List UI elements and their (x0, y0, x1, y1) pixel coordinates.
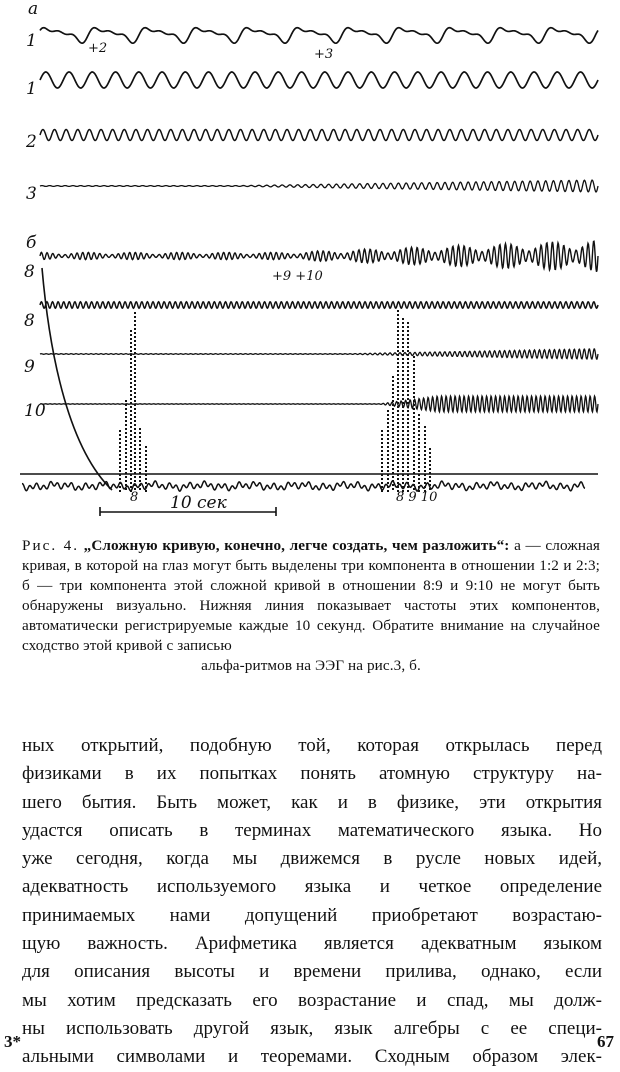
label-plus2: +2 (88, 41, 108, 56)
label-8910-bottom: 8 9 10 (396, 490, 438, 505)
body-line: щую важность. Арифметика является адекватным языком (22, 933, 602, 955)
label-1-component: 1 (26, 79, 37, 99)
body-line: адекватность используемого языка и четкое определение (22, 876, 602, 898)
label-8-upper: 8 (24, 262, 35, 282)
label-3-component: 3 (26, 184, 37, 204)
page-number: 67 (597, 1032, 614, 1051)
trace-b-component-10 (40, 396, 598, 412)
body-line: для описания высоты и времени прилива, однако, если (22, 961, 602, 983)
body-line: физиками в их попытках понять атомную структуру на- (22, 763, 602, 785)
label-b: б (26, 233, 37, 253)
label-plus3: +3 (314, 47, 334, 62)
trace-b-component-8 (40, 302, 598, 308)
label-8-lower: 8 (24, 311, 35, 331)
body-line: уже сегодня, когда мы движемся в русле новых идей, (22, 848, 602, 870)
signature-mark: 3* (4, 1032, 21, 1051)
trace-a-component-1 (40, 72, 598, 88)
label-plus9-plus10: +9 +10 (272, 269, 323, 284)
label-a: а (28, 0, 39, 19)
trace-b-complex (40, 241, 598, 272)
trace-a-component-3 (40, 180, 598, 192)
body-line: удастся описать в терминах математического языка. Но (22, 819, 602, 841)
label-10: 10 (24, 401, 46, 421)
figure-traces-svg (0, 0, 620, 520)
body-line: альными символами и теоремами. Сходным образом элек- (22, 1046, 602, 1068)
trace-b-component-9 (40, 349, 598, 359)
label-1-top: 1 (26, 31, 37, 51)
caption-last-line: альфа-ритмов на ЭЭГ на рис.3, б. (201, 657, 421, 674)
label-scale-10-sec: 10 сек (170, 493, 227, 513)
body-line: мы хотим предсказать его возрастание и спад, мы долж- (22, 989, 602, 1011)
label-8-bottom: 8 (130, 490, 139, 505)
caption-figure-label: Рис. 4. (22, 537, 80, 554)
caption-title: „Сложную кривую, конечно, легче создать, чем разложить“: (83, 537, 510, 554)
figure-caption (22, 536, 600, 676)
caption-body: а — сложная кривая, в которой на глаз могут быть выделены три компонента в отношении 1:2 и 2:3; б — три компонента этой сложной кривой в отношении 8:9 и 9:10 не могут быть обнаружены визуально. Нижняя линия показывает частоты этих компонентов, автоматически регистрируемые каждые 10 секунд. Обратите внимание на случайное сходство этой кривой с записью (22, 537, 601, 654)
body-line: шего бытия. Быть может, как и в физике, эти открытия (22, 791, 602, 813)
body-text (22, 732, 602, 1072)
figure-4 (0, 0, 620, 520)
body-line: ны использовать другой язык, язык алгебры с ее специ- (22, 1017, 602, 1039)
label-2-component: 2 (26, 132, 37, 152)
label-9: 9 (24, 357, 35, 377)
body-line: ных открытий, подобную той, которая открылась перед (22, 735, 602, 756)
body-line: принимаемых нами допущений приобретают возрастаю- (22, 904, 602, 926)
trace-a-component-2 (40, 130, 598, 141)
trace-a-complex (40, 28, 598, 43)
trace-frequency-record (22, 481, 585, 491)
